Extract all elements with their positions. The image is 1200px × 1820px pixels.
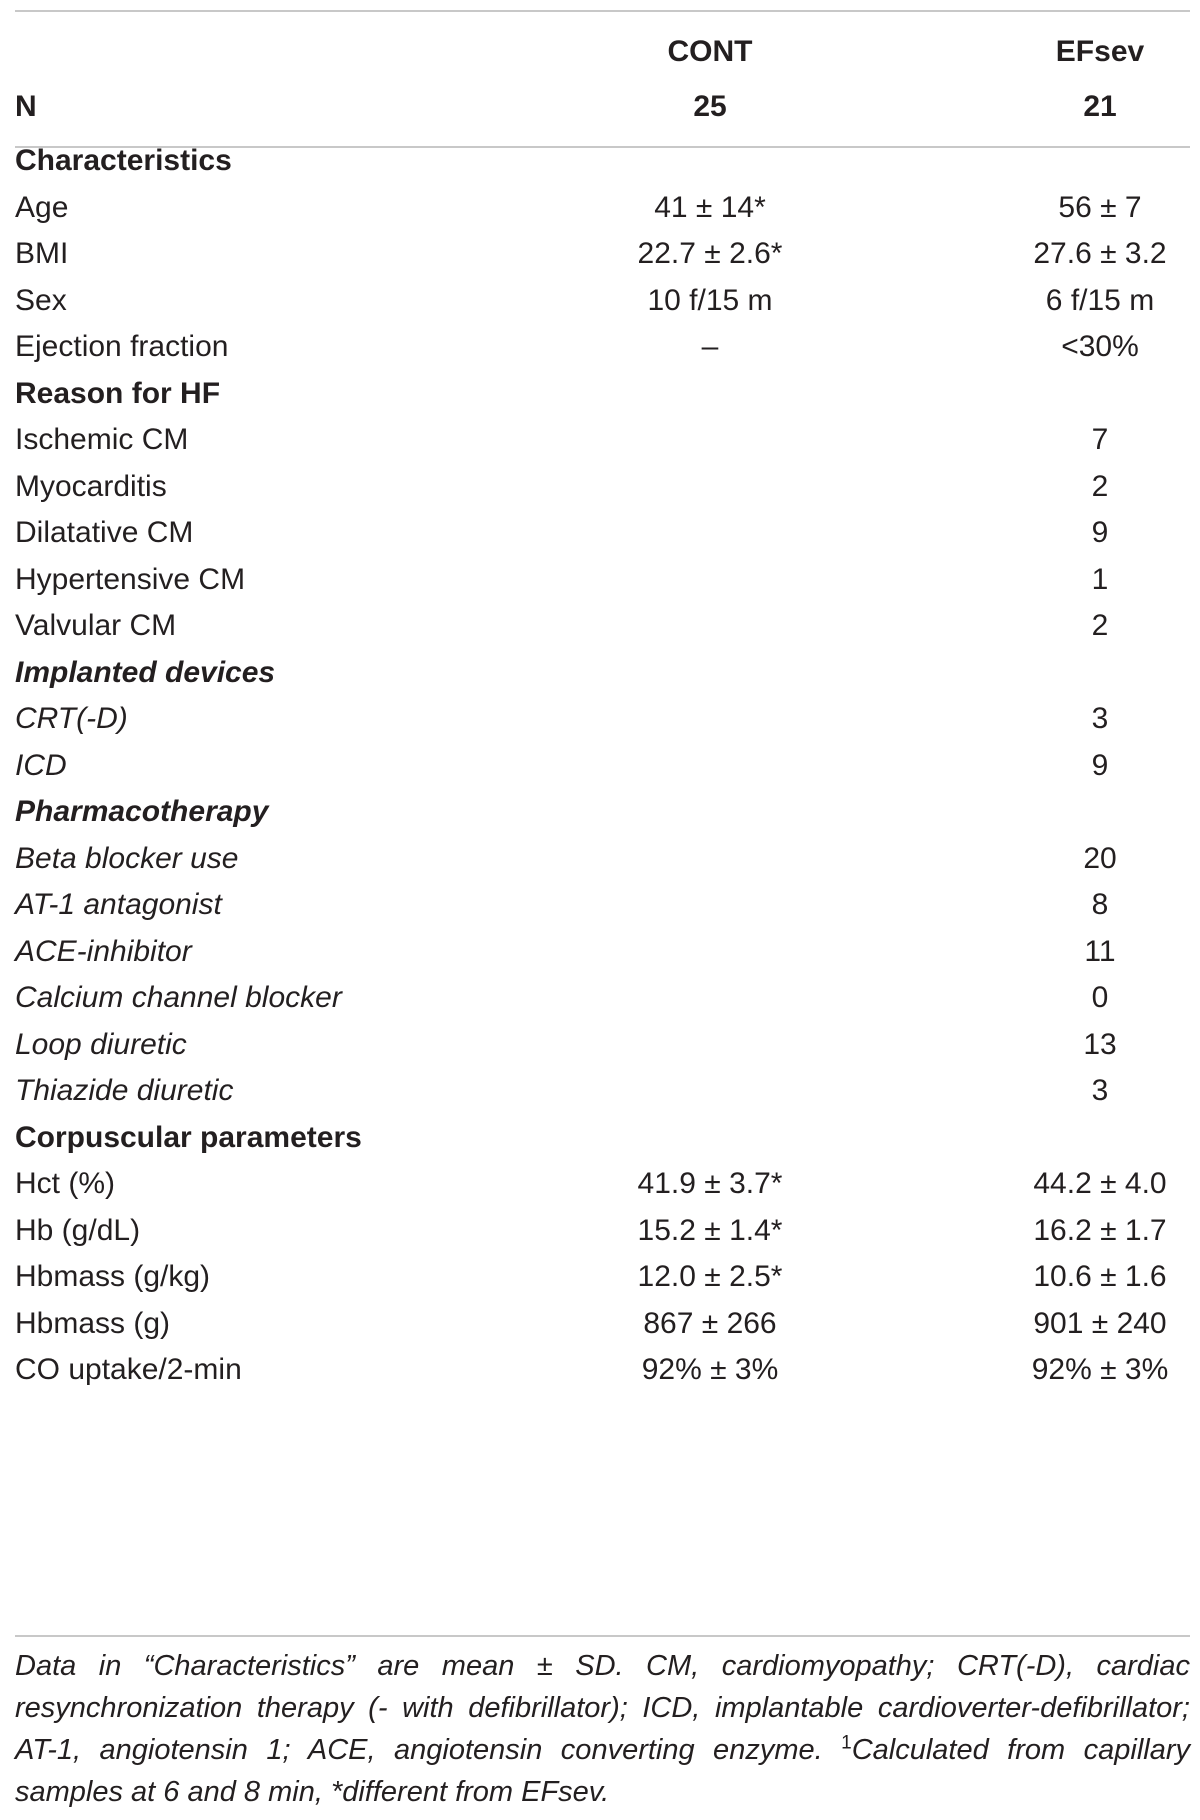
cell-efsev: 7 [1091, 423, 1109, 456]
cell-efsev: 8 [1091, 888, 1109, 921]
row-label: Hct (%) [15, 1167, 115, 1200]
cell-efsev: 3 [1091, 702, 1109, 735]
cell-efsev: 16.2 ± 1.7 [1033, 1213, 1167, 1247]
row-header-n: N [15, 90, 37, 123]
cell-cont: – [701, 330, 719, 363]
row-label: ICD [15, 748, 67, 782]
bottom-rule [15, 1635, 1190, 1637]
cell-cont: 92% ± 3% [641, 1353, 779, 1386]
section-label: Corpuscular parameters [15, 1120, 362, 1154]
section-label: Implanted devices [15, 655, 276, 689]
row-label: Loop diuretic [15, 1027, 187, 1061]
cell-efsev: 10.6 ± 1.6 [1033, 1260, 1167, 1293]
cell-efsev: 9 [1091, 516, 1109, 549]
row-label: Age [15, 190, 69, 224]
cell-cont: 15.2 ± 1.4* [637, 1213, 783, 1247]
section-label: Characteristics [15, 144, 232, 177]
column-n-efsev: 21 [1083, 90, 1117, 123]
top-rule [15, 10, 1190, 12]
cell-efsev: 27.6 ± 3.2 [1033, 237, 1167, 270]
table-row [0, 1343, 1200, 1397]
cell-cont: 41 ± 14* [654, 190, 766, 224]
row-label: Dilatative CM [15, 516, 194, 549]
footnote-text-end: Calculated from capillary samples at 6 and 8 min, *different from EFsev. [15, 1734, 1190, 1808]
cell-cont: 12.0 ± 2.5* [637, 1260, 783, 1293]
cell-efsev: 20 [1083, 841, 1117, 875]
row-label: Ejection fraction [15, 330, 229, 363]
cell-efsev: <30% [1061, 330, 1139, 363]
cell-cont: 41.9 ± 3.7* [637, 1167, 783, 1200]
cell-efsev: 2 [1091, 609, 1109, 642]
column-header-cont: CONT [667, 35, 753, 68]
cell-efsev: 9 [1091, 748, 1109, 782]
column-header-efsev: EFsev [1055, 35, 1145, 68]
cell-efsev: 92% ± 3% [1031, 1353, 1169, 1386]
cell-efsev: 2 [1091, 469, 1109, 503]
cell-cont: 867 ± 266 [643, 1306, 777, 1340]
row-label: Myocarditis [15, 469, 167, 503]
cell-efsev: 0 [1091, 981, 1109, 1014]
row-label: BMI [15, 237, 69, 270]
row-label: Ischemic CM [15, 423, 189, 456]
cell-efsev: 901 ± 240 [1033, 1306, 1167, 1340]
cell-efsev: 44.2 ± 4.0 [1033, 1167, 1167, 1200]
column-n-cont: 25 [693, 90, 727, 123]
row-label: CO uptake/2-min [15, 1353, 242, 1386]
row-label: Hbmass (g) [15, 1306, 171, 1340]
row-label: Beta blocker use [15, 841, 239, 875]
cell-cont: 22.7 ± 2.6* [637, 237, 783, 270]
row-label: AT-1 antagonist [15, 888, 222, 921]
footnote-superscript: 1 [841, 1732, 852, 1754]
footnote-text: Data in “Characteristics” are mean ± SD. CM, cardiomyopathy; CRT(-D), cardiac resynchronization therapy (- with defibrillator); ICD, implantable cardioverter-defibrillator; AT-1, angiotensin 1; ACE, angiotensin converting enzyme. [15, 1650, 1190, 1766]
row-label: Thiazide diuretic [15, 1074, 234, 1107]
cell-efsev: 3 [1091, 1074, 1109, 1107]
section-label: Pharmacotherapy [15, 795, 269, 828]
row-label: Valvular CM [15, 609, 177, 642]
table-footnote [15, 1645, 1190, 1813]
cell-efsev: 13 [1083, 1027, 1117, 1061]
cell-efsev: 1 [1091, 562, 1109, 596]
section-label: Reason for HF [15, 376, 221, 410]
row-label: Sex [15, 283, 67, 317]
row-label: Hb (g/dL) [15, 1213, 141, 1247]
cell-efsev: 6 f/15 m [1045, 283, 1155, 317]
row-label: Hypertensive CM [15, 562, 246, 596]
row-label: CRT(-D) [15, 702, 128, 735]
row-label: ACE-inhibitor [15, 934, 192, 968]
row-label: Hbmass (g/kg) [15, 1260, 211, 1293]
cell-efsev: 56 ± 7 [1058, 190, 1142, 224]
cell-efsev: 11 [1084, 934, 1116, 968]
row-label: Calcium channel blocker [15, 981, 342, 1014]
cell-cont: 10 f/15 m [647, 283, 773, 317]
